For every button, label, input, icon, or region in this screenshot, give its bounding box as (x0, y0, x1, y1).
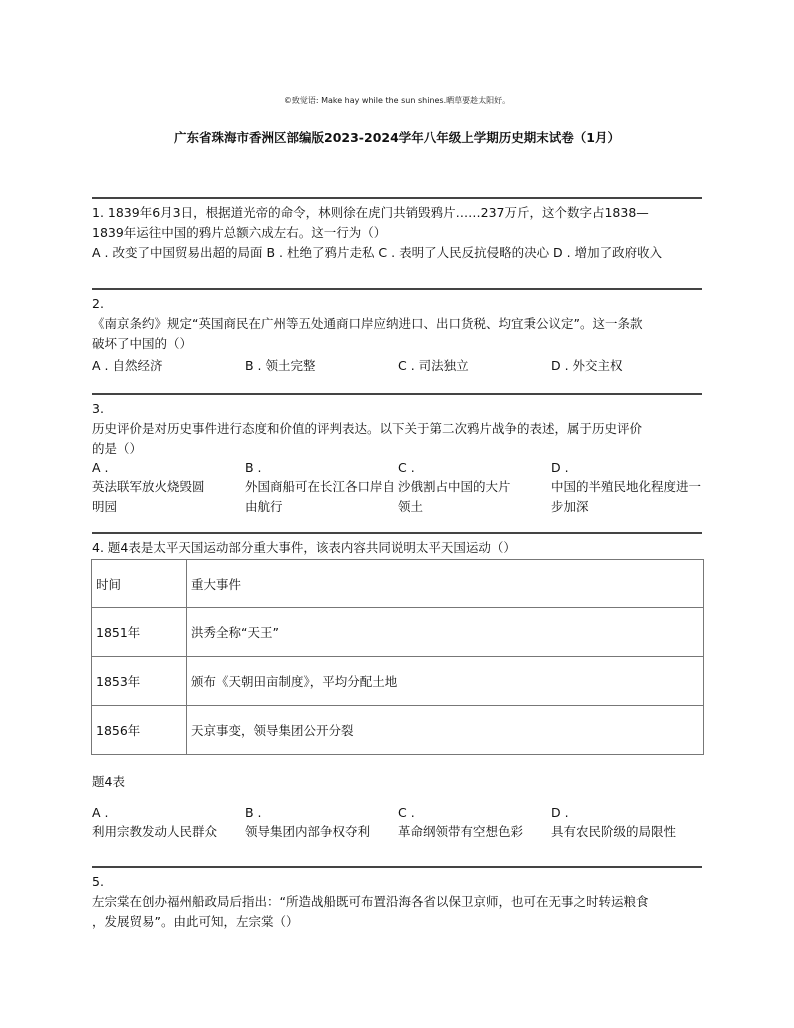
question-1-stem-line2: 1839年运往中国的鸦片总额六成左右。这一行为（） (92, 225, 387, 240)
option-a: A . 自然经济 (92, 358, 163, 373)
option-text-line2: 明园 (92, 499, 118, 514)
option-c: C . 司法独立 (398, 358, 469, 373)
question-3-stem-line2: 的是（） (92, 441, 143, 456)
cell-event: 颁布《天朝田亩制度》，平均分配土地 (187, 657, 704, 706)
cell-event: 洪秀全称“天王” (187, 608, 704, 657)
table-row (92, 608, 704, 657)
option-c (398, 804, 551, 842)
question-5-number: 5. (92, 874, 104, 889)
option-text: 具有农民阶级的局限性 (551, 824, 677, 839)
question-2-stem-line2: 破坏了中国的（） (92, 336, 193, 351)
divider (92, 532, 702, 534)
question-4 (92, 538, 704, 558)
table-caption: 题4表 (92, 774, 125, 789)
option-b (245, 459, 398, 517)
option-label: B . (245, 805, 262, 820)
question-2-stem-line1: 《南京条约》规定“英国商民在广州等五处通商口岸应纳进口、出口货税、均宜秉公议定”。这一条款 (92, 316, 643, 331)
cell-year: 1851年 (92, 608, 187, 657)
option-d: D . 外交主权 (551, 358, 623, 373)
header-motto: ©致觉语: Make hay while the sun shines.晒草要趁太阳好。 (283, 96, 511, 105)
option-text-line2: 步加深 (551, 499, 589, 514)
question-4-options (92, 804, 704, 842)
divider (92, 288, 702, 290)
option-text-line1: 中国的半殖民地化程度进一 (551, 479, 702, 494)
question-1-stem-line1: 1. 1839年6月3日，根据道光帝的命令，林则徐在虎门共销毁鸦片……237万斤，这个数字占1838— (92, 205, 649, 220)
option-text-line2: 领土 (398, 499, 424, 514)
header-cell-event: 重大事件 (187, 560, 704, 608)
option-label: A . (92, 460, 109, 475)
option-a (92, 459, 245, 517)
option-label: B . (245, 460, 262, 475)
option-label: C . (398, 460, 415, 475)
divider (92, 393, 702, 395)
option-d (551, 459, 704, 517)
option-text: 领导集团内部争权夺利 (245, 824, 371, 839)
question-3-stem-line1: 历史评价是对历史事件进行态度和价值的评判表达。以下关于第二次鸦片战争的表述，属于历史评价 (92, 421, 643, 436)
cell-year: 1856年 (92, 706, 187, 755)
cell-event: 天京事变，领导集团公开分裂 (187, 706, 704, 755)
document-title: 广东省珠海市香洲区部编版2023-2024学年八年级上学期历史期末试卷（1月） (174, 130, 620, 145)
option-text-line2: 由航行 (245, 499, 283, 514)
option-label: C . (398, 805, 415, 820)
table-header-row (92, 560, 704, 608)
question-5-stem-line2: ，发展贸易”。由此可知，左宗棠（） (92, 914, 299, 929)
question-4-stem: 4. 题4表是太平天国运动部分重大事件，该表内容共同说明太平天国运动（） (92, 540, 516, 555)
question-3-options (92, 459, 704, 517)
table-row (92, 657, 704, 706)
question-1 (92, 203, 704, 263)
option-a (92, 804, 245, 842)
question-5 (92, 872, 704, 932)
divider (92, 866, 702, 868)
question-2-number: 2. (92, 296, 104, 311)
taiping-events-table (91, 559, 704, 755)
question-3-number: 3. (92, 401, 104, 416)
option-text: 利用宗教发动人民群众 (92, 824, 218, 839)
cell-year: 1853年 (92, 657, 187, 706)
question-5-stem-line1: 左宗棠在创办福州船政局后指出：“所造战船既可布置沿海各省以保卫京师，也可在无事之时转运粮食 (92, 894, 649, 909)
option-label: D . (551, 805, 569, 820)
option-label: A . (92, 805, 109, 820)
option-label: D . (551, 460, 569, 475)
option-c (398, 459, 551, 517)
question-3 (92, 399, 704, 517)
header-cell-time: 时间 (92, 560, 187, 608)
option-d (551, 804, 704, 842)
question-1-options: A . 改变了中国贸易出超的局面 B . 杜绝了鸦片走私 C . 表明了人民反抗侵略的决心 D . 增加了政府收入 (92, 245, 663, 260)
option-text-line1: 外国商船可在长江各口岸自 (245, 479, 396, 494)
option-text: 革命纲领带有空想色彩 (398, 824, 524, 839)
table-row (92, 706, 704, 755)
option-text-line1: 沙俄割占中国的大片 (398, 479, 511, 494)
option-b: B . 领土完整 (245, 358, 316, 373)
question-2-options (92, 356, 704, 376)
question-2 (92, 294, 704, 376)
divider (92, 197, 702, 199)
option-b (245, 804, 398, 842)
option-text-line1: 英法联军放火烧毁圆 (92, 479, 205, 494)
